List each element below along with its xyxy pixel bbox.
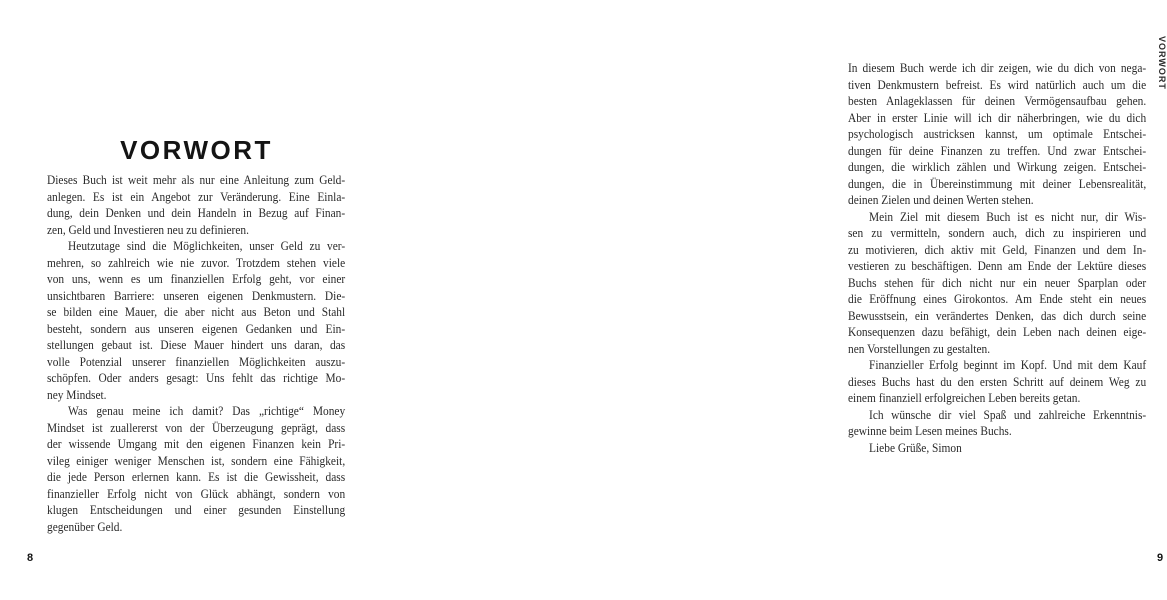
text-line: anlegen. Es ist ein Angebot zur Veränderung. Eine Einla- — [47, 188, 346, 204]
left-page — [0, 0, 398, 600]
text-line: In diesem Buch werde ich dir zeigen, wie du dich von nega- — [848, 60, 1147, 75]
paragraph — [848, 60, 1146, 209]
text-line: deinen Zielen und deinen Werten stehen. — [848, 192, 1034, 207]
paragraph — [47, 172, 345, 238]
text-line: nen Vorstellungen zu gestalten. — [848, 340, 991, 356]
text-line: sen zu vermitteln, sondern auch, dich zu inspirieren und — [848, 225, 1147, 240]
text-line: vestieren zu beschäftigen. Denn am Ende der Lektüre dieses — [848, 258, 1147, 273]
paragraph — [848, 440, 1146, 457]
paragraph — [47, 238, 345, 403]
text-line: besten Anlageklassen für deinen Vermögensaufbau gehen. — [848, 93, 1147, 108]
text-line: Bewusstsein, ein verändertes Denken, das dich durch seine — [848, 307, 1147, 323]
page-number-left: 8 — [27, 552, 34, 564]
chapter-title: VORWORT — [120, 135, 273, 166]
text-line: zu motivieren, dich aktiv mit Geld, Finanzen und dem In- — [848, 241, 1147, 257]
text-line: klugen Entscheidungen und einer gesunden Einstellung — [47, 502, 346, 517]
text-line: tiven Denkmustern befreist. Es wird natürlich auch um die — [848, 76, 1147, 92]
text-line: dieses Buchs hast du den ersten Schritt auf deinem Weg zu — [848, 373, 1147, 389]
text-line: Mein Ziel mit diesem Buch ist es nicht nur, dir Wis- — [869, 208, 1147, 224]
paragraph — [848, 407, 1146, 440]
text-line: Liebe Grüße, Simon — [869, 439, 962, 455]
left-page-text — [47, 172, 345, 535]
text-line: einem finanziell erfolgreichen Leben bereits getan. — [848, 390, 1081, 405]
text-line: vileg einiger weniger Menschen ist, sondern eine Fähigkeit, — [47, 452, 346, 468]
margin-running-title: VORWORT — [1157, 36, 1167, 90]
paragraph — [848, 357, 1146, 407]
page-number-right: 9 — [1157, 552, 1164, 564]
text-line: dungen, die in Übereinstimmung mit deiner Lebensrealität, — [848, 175, 1147, 191]
text-line: Finanzieller Erfolg beginnt im Kopf. Und mit dem Kauf — [869, 357, 1147, 372]
text-line: schöpfen. Oder anders gesagt: Uns fehlt das richtige Mo- — [47, 370, 346, 385]
text-line: besteht, sondern aus unseren eigenen Gedanken und Ein- — [47, 320, 346, 336]
text-line: gegenüber Geld. — [47, 518, 123, 534]
text-line: der wissende Umgang mit den eigenen Finanzen kein Pri- — [47, 436, 346, 451]
text-line: gewinne beim Lesen meines Buchs. — [848, 423, 1012, 438]
paragraph — [848, 209, 1146, 358]
text-line: mehren, so zahlreich wie nie zuvor. Trotzdem stehen viele — [47, 254, 346, 270]
text-line: Dieses Buch ist weit mehr als nur eine Anleitung zum Geld- — [47, 172, 346, 187]
text-line: finanzieller Erfolg nicht von Glück abhängt, sondern von — [47, 485, 346, 501]
text-line: stellungen gebaut ist. Diese Mauer hindert uns daran, das — [47, 337, 346, 352]
text-line: die jede Person erlernen kann. Es ist die Gewissheit, dass — [47, 469, 346, 484]
text-line: volle Potenzial unserer finanziellen Möglichkeiten auszu- — [47, 353, 346, 369]
paragraph — [47, 403, 345, 535]
text-line: die Eröffnung eines Girokontos. Am Ende steht ein neues — [848, 291, 1147, 306]
text-line: se bilden eine Mauer, die aber nicht aus Beton und Stahl — [47, 304, 346, 319]
text-line: Aber in erster Linie will ich dir näherbringen, wie du dich — [848, 109, 1147, 125]
text-line: Buchs stehen für dich nicht nur ein neuer Sparplan oder — [848, 274, 1147, 290]
text-line: Konsequenzen dazu befähigt, dein Leben nach deinen eige- — [848, 324, 1147, 339]
text-line: dungen für deine Finanzen zu treffen. Und zwar Entschei- — [848, 142, 1147, 158]
text-line: Ich wünsche dir viel Spaß und zahlreiche Erkenntnis- — [869, 406, 1147, 422]
text-line: Mindset ist zuallererst von der Überzeugung geprägt, dass — [47, 419, 346, 435]
text-line: dung, dein Denken und dein Handeln in Bezug auf Finan- — [47, 205, 346, 220]
right-page — [398, 0, 1167, 600]
text-line: psychologisch austricksen kannst, um optimale Entschei- — [848, 126, 1147, 141]
text-line: zen, Geld und Investieren neu zu definieren. — [47, 221, 249, 237]
text-line: von uns, wenn es um finanziellen Erfolg geht, vor einer — [47, 271, 346, 286]
text-line: Was genau meine ich damit? Das „richtige“ Money — [68, 403, 346, 418]
text-line: Heutzutage sind die Möglichkeiten, unser Geld zu ver- — [68, 238, 346, 253]
text-line: dungen, die wirklich zählen und Wirkung zeigen. Entschei- — [848, 159, 1147, 174]
text-line: ney Mindset. — [47, 386, 107, 402]
text-line: unsichtbaren Barriere: unseren eigenen Denkmustern. Die- — [47, 287, 346, 303]
right-page-text — [848, 60, 1146, 456]
